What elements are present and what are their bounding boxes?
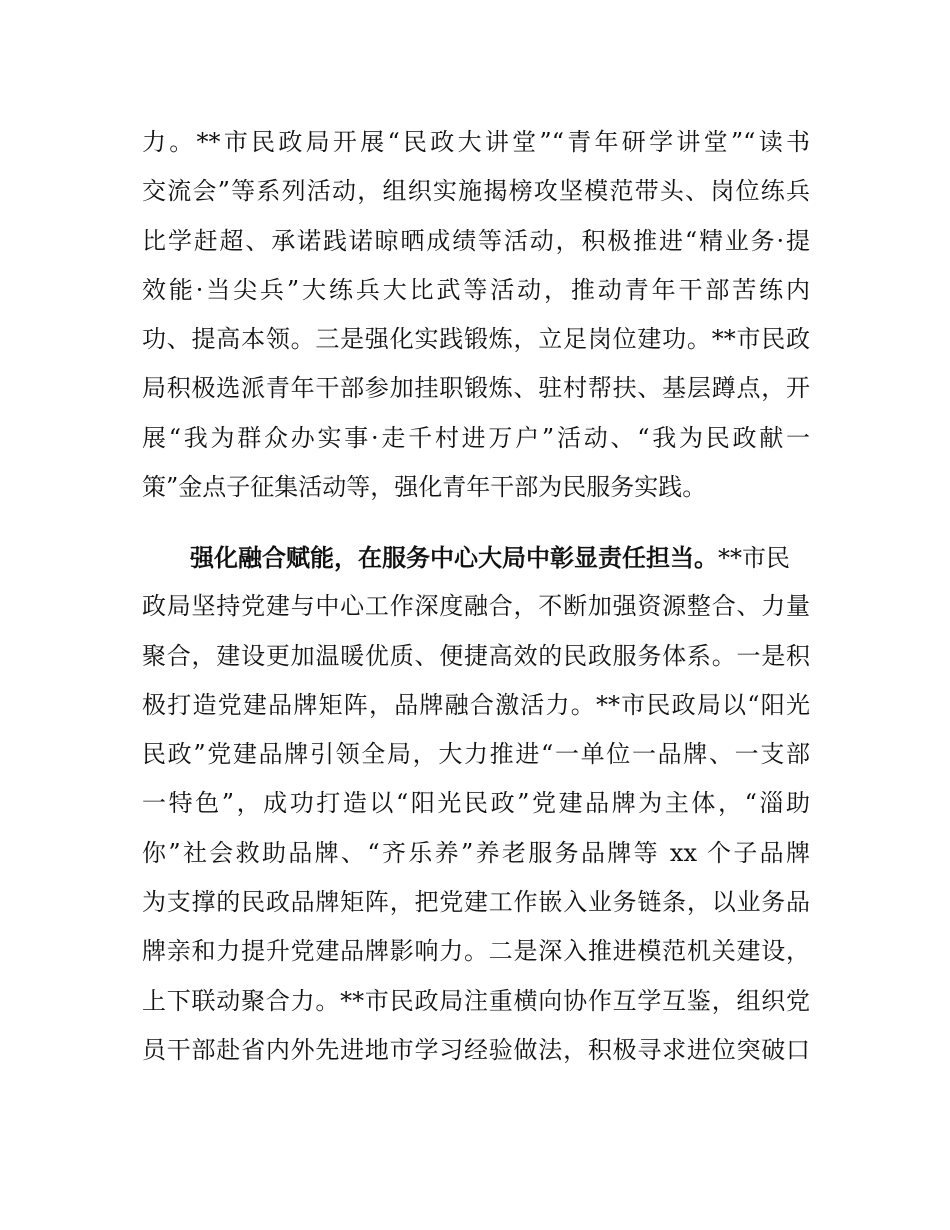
paragraph-line: 力。**市民政局开展“民政大讲堂”“青年研学讲堂”“读书 bbox=[142, 128, 810, 156]
paragraph-line: 效能·当尖兵”大练兵大比武等活动，推动青年干部苦练内 bbox=[142, 275, 810, 304]
paragraph-line: 你”社会救助品牌、“齐乐养”养老服务品牌等 xx 个子品牌 bbox=[142, 838, 810, 867]
paragraph-line: 一特色”，成功打造以“阳光民政”党建品牌为主体，“淄助 bbox=[142, 789, 810, 818]
section-heading: 强化融合赋能，在服务中心大局中彰显责任担当。 bbox=[190, 543, 718, 572]
paragraph-line: 政局坚持党建与中心工作深度融合，不断加强资源整合、力量 bbox=[142, 592, 810, 621]
paragraph-line: 功、提高本领。三是强化实践锻炼，立足岗位建功。**市民政 bbox=[142, 325, 810, 354]
paragraph-line: 民政”党建品牌引领全局，大力推进“一单位一品牌、一支部 bbox=[142, 740, 810, 769]
paragraph-line: 为支撑的民政品牌矩阵，把党建工作嵌入业务链条，以业务品 bbox=[142, 888, 810, 917]
paragraph-line-rest: **市民 bbox=[718, 544, 790, 572]
paragraph-line: 比学赶超、承诺践诺晾晒成绩等活动，积极推进“精业务·提 bbox=[142, 226, 810, 255]
paragraph-1 bbox=[142, 118, 810, 512]
paragraph-first-line bbox=[142, 533, 810, 582]
paragraph-line: 局积极选派青年干部参加挂职锻炼、驻村帮扶、基层蹲点，开 bbox=[142, 374, 810, 403]
paragraph-line: 极打造党建品牌矩阵，品牌融合激活力。**市民政局以“阳光 bbox=[142, 690, 810, 719]
paragraph-line: 员干部赴省内外先进地市学习经验做法，积极寻求进位突破口 bbox=[142, 1035, 810, 1064]
paragraph-line: 策”金点子征集活动等，强化青年干部为民服务实践。 bbox=[142, 473, 707, 502]
paragraph-line: 展“我为群众办实事·走千村进万户”活动、“我为民政献一 bbox=[142, 423, 810, 452]
paragraph-line: 聚合，建设更加温暖优质、便捷高效的民政服务体系。一是积 bbox=[142, 641, 810, 670]
paragraph-line: 上下联动聚合力。**市民政局注重横向协作互学互鉴，组织党 bbox=[142, 986, 810, 1015]
paragraph-line: 牌亲和力提升党建品牌影响力。二是深入推进模范机关建设， bbox=[142, 937, 810, 966]
paragraph-line: 交流会”等系列活动，组织实施揭榜攻坚模范带头、岗位练兵 bbox=[142, 177, 810, 206]
paragraph-2 bbox=[142, 533, 810, 1075]
